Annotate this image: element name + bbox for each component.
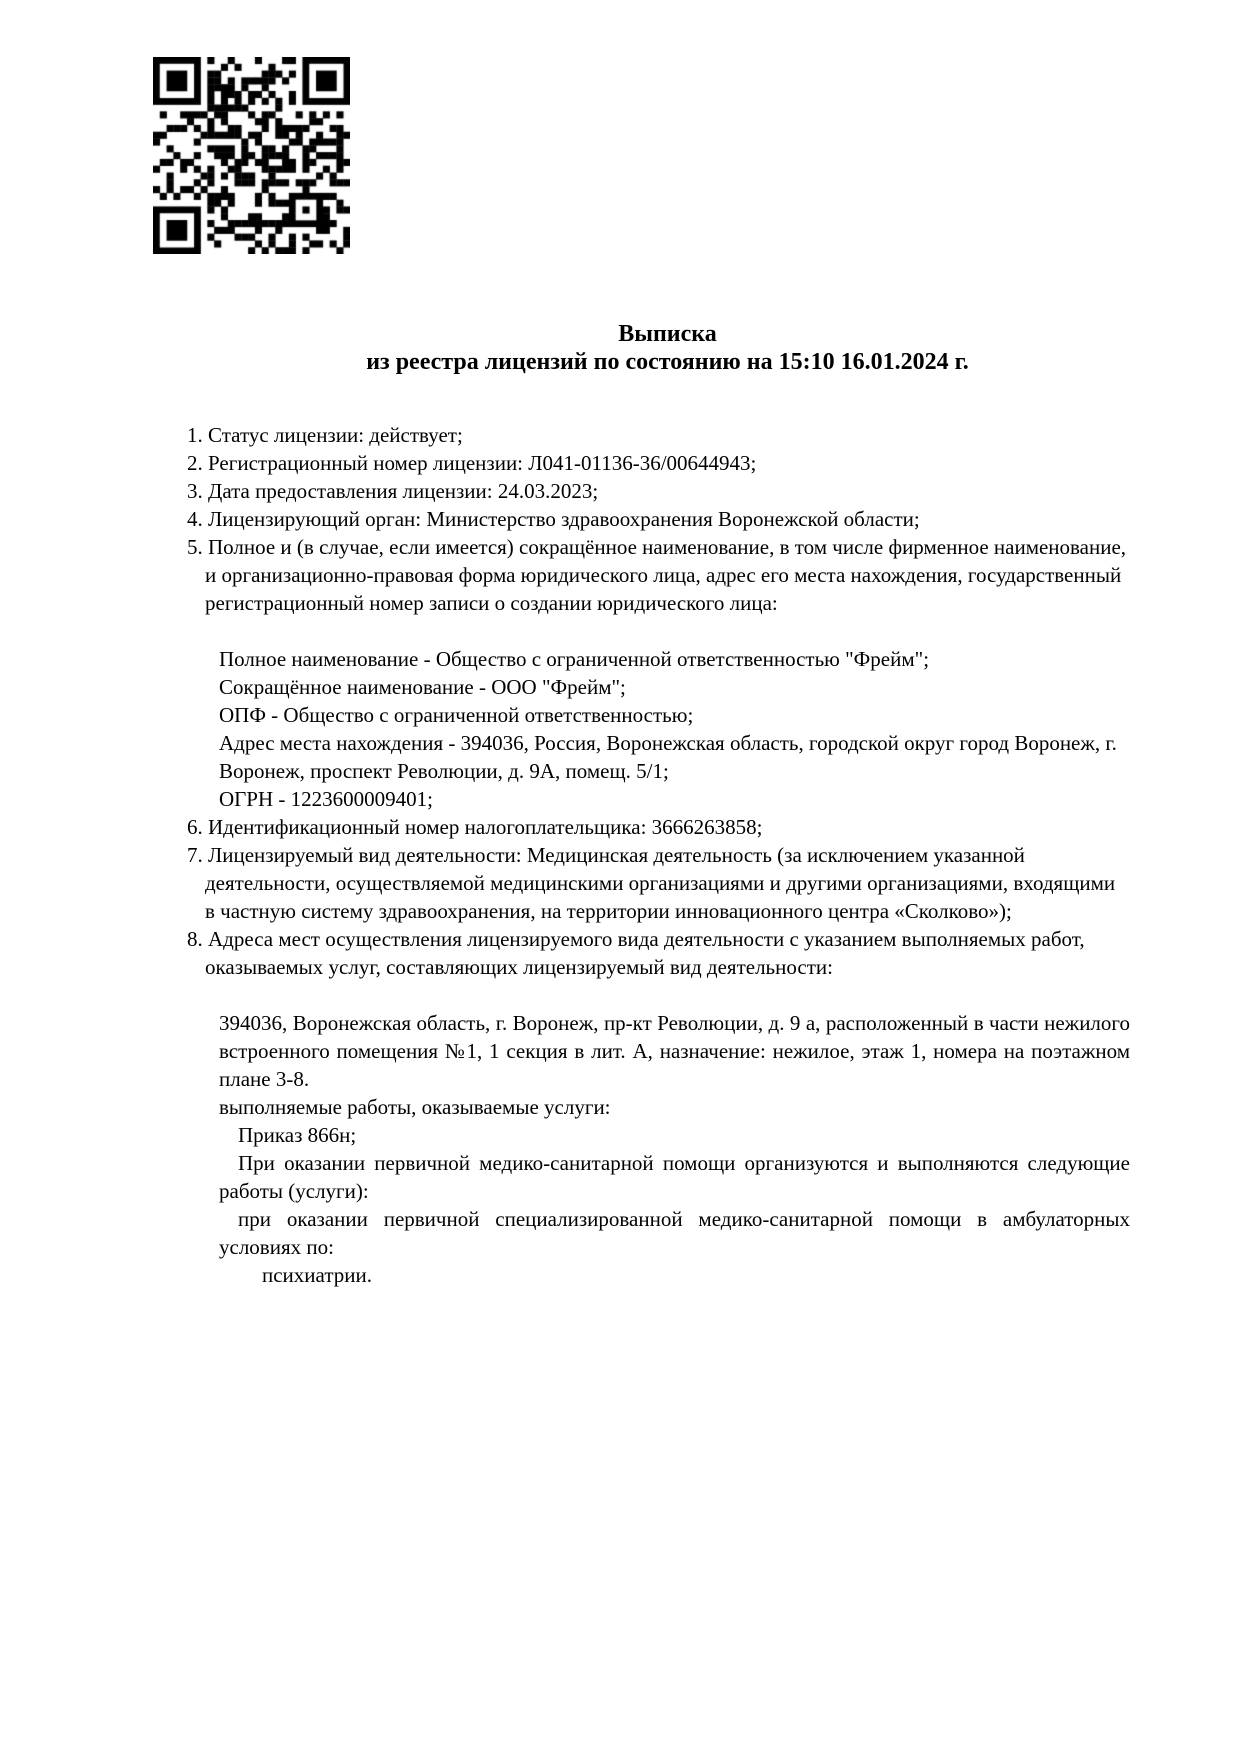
org-short-name: Сокращённое наименование - ООО "Фрейм"; — [219, 675, 626, 699]
item-text: Полное и (в случае, если имеется) сокращённое наименование, в том числе фирменное наименование, и организационно-правовая форма юридического лица, адрес его места нахождения, государственный регистрационный номер записи о создании юридического лица: — [205, 535, 1127, 615]
item-number: 6. — [187, 815, 203, 839]
document-title: Выписка — [618, 321, 717, 347]
item-number: 2. — [187, 451, 203, 475]
license-item-grant-date — [187, 477, 1130, 505]
org-full-name: Полное наименование - Общество с ограниченной ответственностью "Фрейм"; — [219, 647, 930, 671]
license-item-activity-addresses-heading — [187, 925, 1130, 981]
item-text: Лицензируемый вид деятельности: Медицинская деятельность (за исключением указанной деятельности, осуществляемой медицинскими организациями и другими организациями, входящими в частную систему здравоохранения, на территории инновационного центра «Сколково»); — [205, 843, 1116, 923]
item-text: Лицензирующий орган: Министерство здравоохранения Воронежской области; — [208, 507, 920, 531]
license-item-authority — [187, 505, 1130, 533]
license-item-inn — [187, 813, 1130, 841]
specialty-psychiatry: психиатрии. — [262, 1263, 372, 1287]
license-item-status — [187, 421, 1130, 449]
item-number: 7. — [187, 843, 203, 867]
item-number: 1. — [187, 423, 203, 447]
organization-details — [219, 645, 1130, 813]
license-items — [187, 421, 1130, 1289]
order-reference: Приказ 866н; — [238, 1123, 357, 1147]
item-number: 4. — [187, 507, 203, 531]
license-item-org-name-heading — [187, 533, 1130, 617]
document-subtitle: из реестра лицензий по состоянию на 15:10 16.01.2024 г. — [366, 349, 969, 375]
works-services-label: выполняемые работы, оказываемые услуги: — [219, 1095, 611, 1119]
license-item-reg-number — [187, 449, 1130, 477]
org-ogrn: ОГРН - 1223600009401; — [219, 787, 433, 811]
org-address: Адрес места нахождения - 394036, Россия, Воронежская область, городской округ город Воронеж, г. Воронеж, проспект Революции, д. 9А, помещ. 5/1; — [219, 731, 1117, 783]
item-text: Регистрационный номер лицензии: Л041-01136-36/00644943; — [208, 451, 757, 475]
qr-code — [153, 57, 350, 254]
license-item-activity-type — [187, 841, 1130, 925]
item-text: Идентификационный номер налогоплательщика: 3666263858; — [208, 815, 763, 839]
item-text: Статус лицензии: действует; — [208, 423, 463, 447]
item-number: 5. — [187, 535, 203, 559]
item-text: Дата предоставления лицензии: 24.03.2023; — [208, 479, 599, 503]
document-content — [187, 320, 1130, 1289]
org-legal-form: ОПФ - Общество с ограниченной ответственностью; — [219, 703, 694, 727]
primary-care-works: При оказании первичной медико-санитарной помощи организуются и выполняются следующие работы (услуги): — [219, 1151, 1130, 1203]
item-number: 8. — [187, 927, 203, 951]
activity-address-details — [219, 1009, 1130, 1289]
activity-address: 394036, Воронежская область, г. Воронеж, пр-кт Революции, д. 9 а, расположенный в части нежилого встроенного помещения №1, 1 секция в лит. А, назначение: нежилое, этаж 1, номера на поэтажном плане 3-8. — [219, 1011, 1130, 1091]
item-text: Адреса мест осуществления лицензируемого вида деятельности с указанием выполняемых работ, оказываемых услуг, составляющих лицензируемый вид деятельности: — [205, 927, 1085, 979]
qr-code-container — [153, 57, 350, 254]
specialized-care-works: при оказании первичной специализированной медико-санитарной помощи в амбулаторных условиях по: — [219, 1207, 1130, 1259]
item-number: 3. — [187, 479, 203, 503]
